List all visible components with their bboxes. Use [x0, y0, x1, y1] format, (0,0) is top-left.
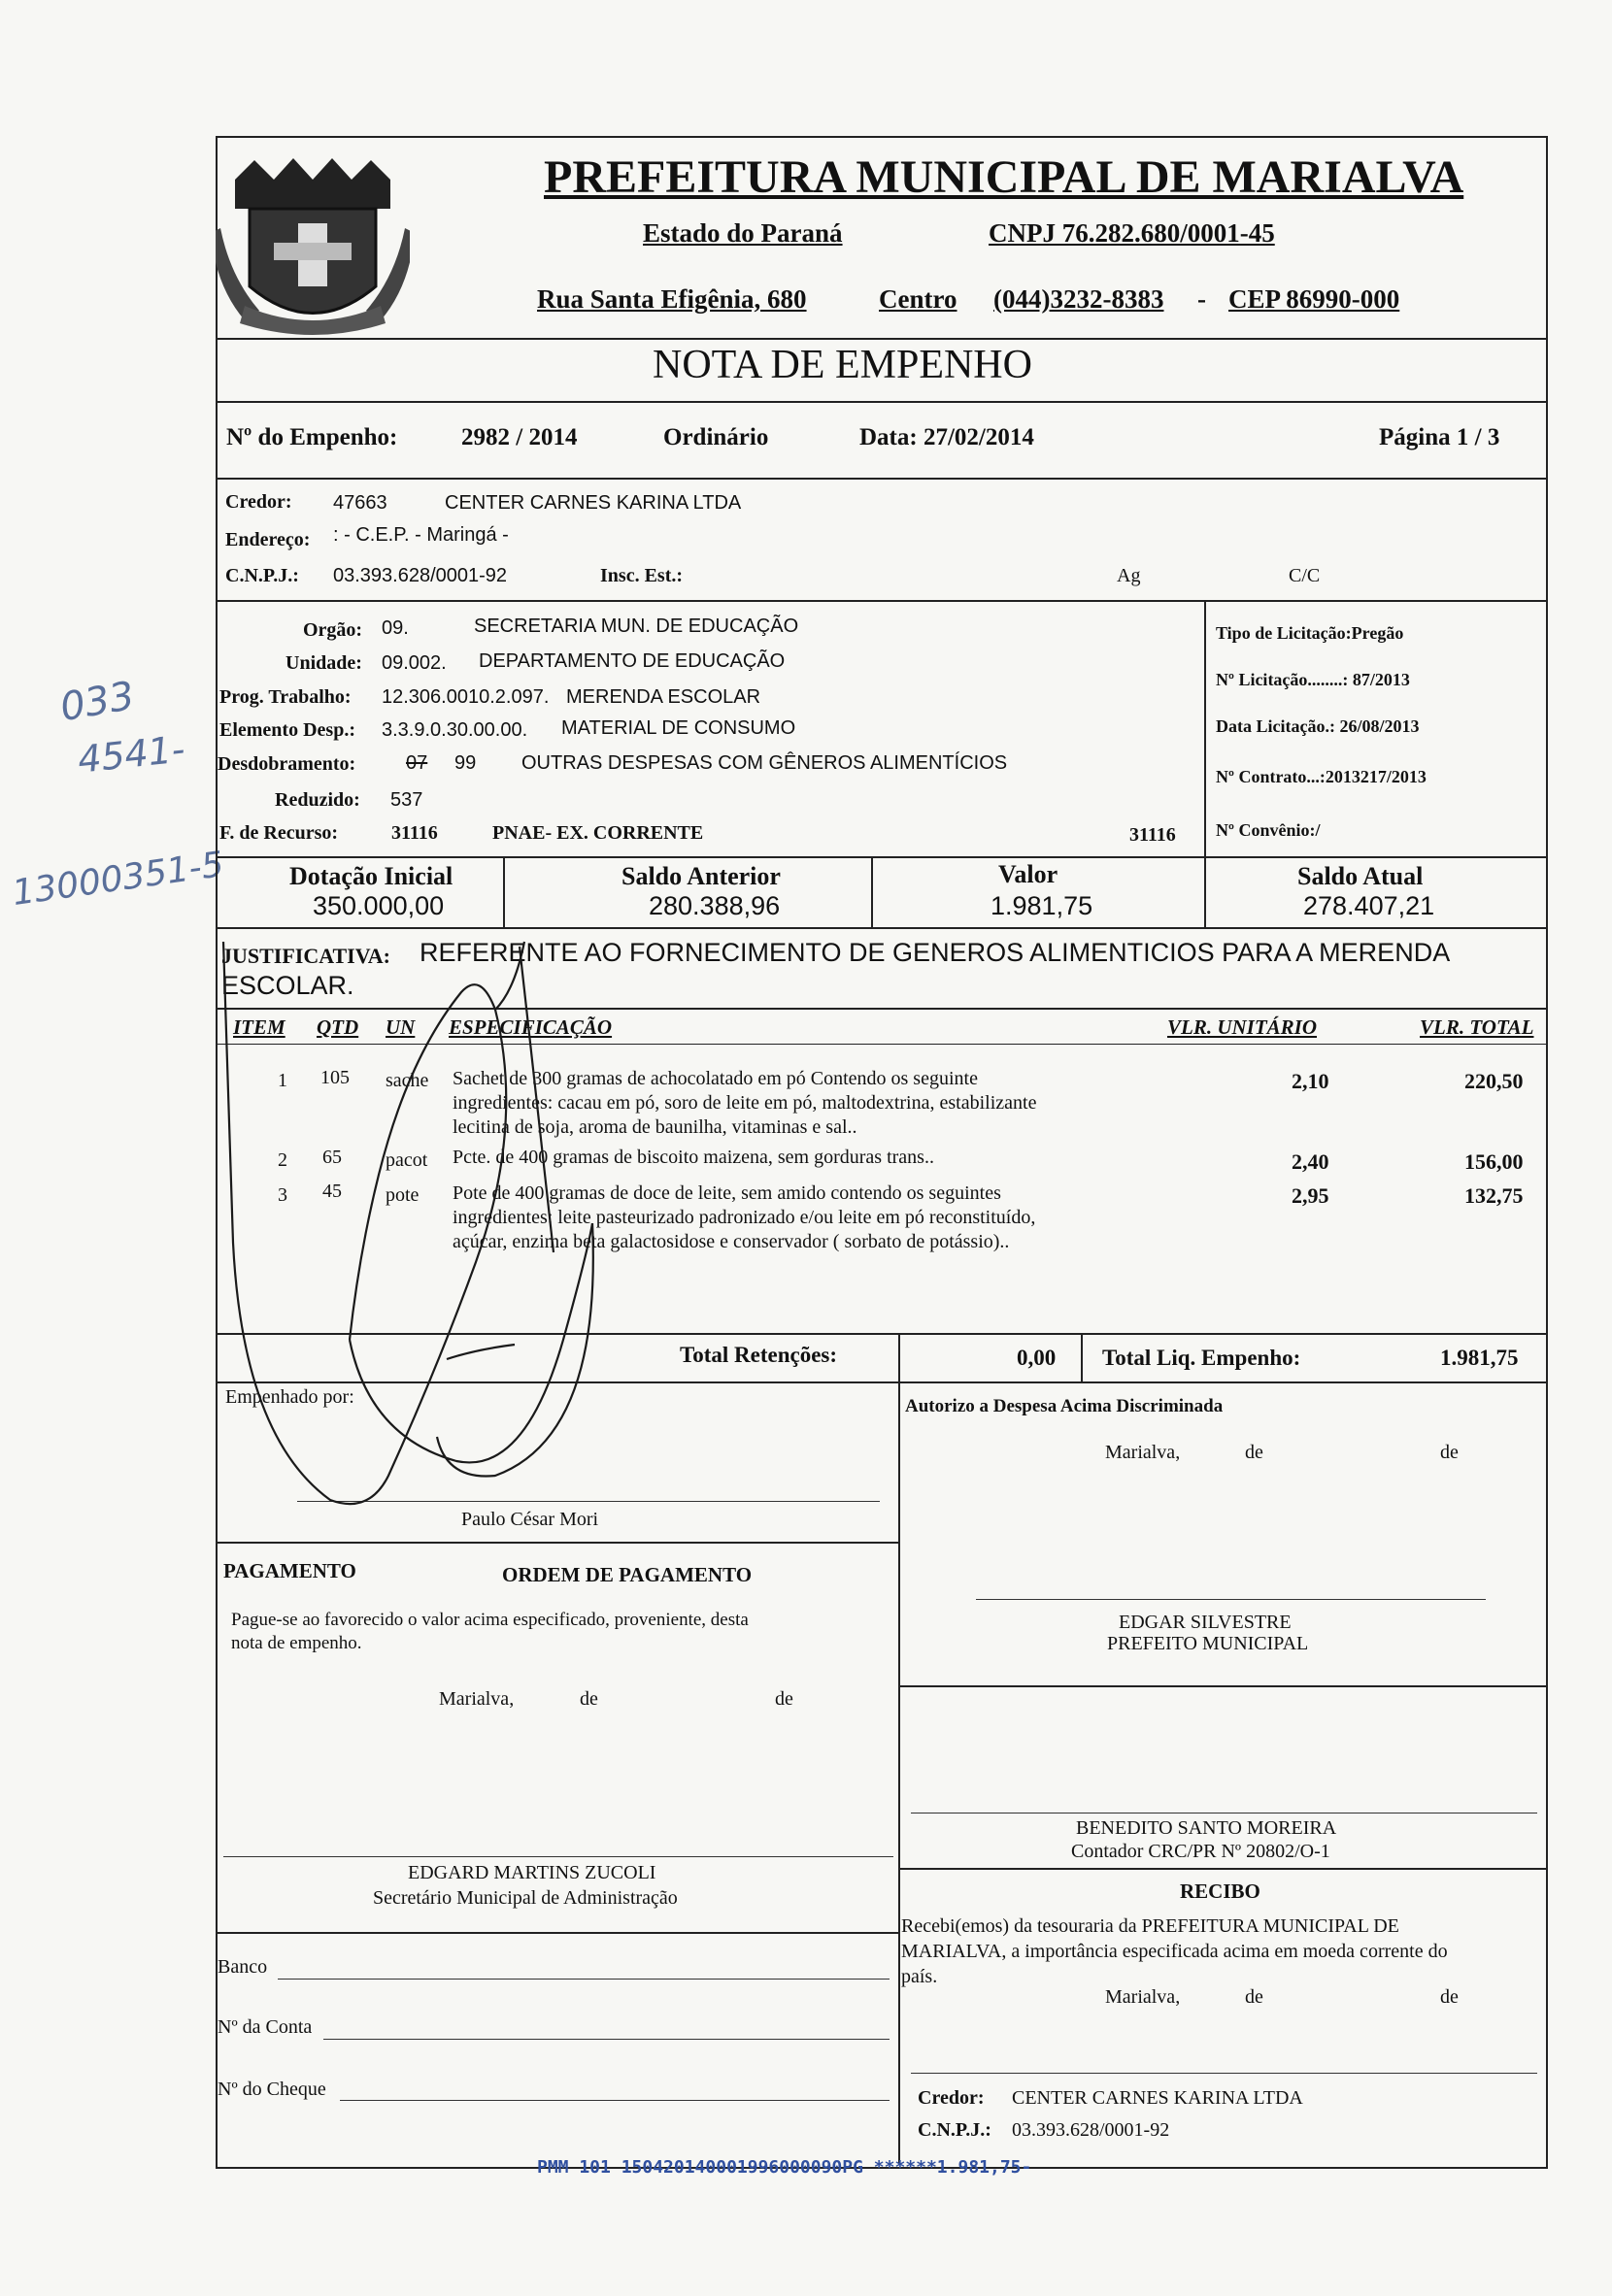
item-total: 132,75	[1464, 1183, 1524, 1208]
empenho-date: Data: 27/02/2014	[859, 424, 1034, 450]
cnpj-credor-label: C.N.P.J.:	[225, 565, 299, 586]
justificativa-line-2: ESCOLAR.	[221, 971, 354, 1000]
pagamento-de-2: de	[775, 1688, 793, 1710]
credor-name: CENTER CARNES KARINA LTDA	[445, 492, 742, 514]
empenhado-label: Empenhado por:	[225, 1386, 354, 1408]
pague-line-2: nota de empenho.	[231, 1633, 362, 1653]
footer-code: PMM 101 150420140001996000090PG ******1.981,75-	[537, 2157, 1032, 2178]
secretario-cargo: Secretário Municipal de Administração	[373, 1887, 678, 1909]
empenho-type: Ordinário	[663, 424, 769, 450]
recibo-de-2: de	[1440, 1986, 1459, 2008]
cnpj-credor-value: 03.393.628/0001-92	[333, 565, 508, 586]
saldo-anterior-value: 280.388,96	[649, 891, 781, 920]
prog-code: 12.306.0010.2.097.	[382, 686, 550, 708]
recibo-de-1: de	[1245, 1986, 1263, 2008]
ag-label: Ag	[1117, 565, 1141, 586]
orgao-code: 09.	[382, 617, 409, 639]
item-un: sache	[386, 1070, 429, 1091]
item-unit: 2,10	[1292, 1069, 1329, 1093]
reduzido-code: 537	[390, 789, 423, 811]
cnpj-prefeitura: CNPJ 76.282.680/0001-45	[989, 218, 1275, 248]
empenho-label: Nº do Empenho:	[226, 424, 398, 450]
col-vlr-total: VLR. TOTAL	[1420, 1015, 1534, 1039]
cc-label: C/C	[1289, 565, 1321, 586]
desd-name: OUTRAS DESPESAS COM GÊNEROS ALIMENTÍCIOS	[521, 752, 1008, 774]
recibo-line-1: Recebi(emos) da tesouraria da PREFEITURA MUNICIPAL DE	[901, 1915, 1399, 1937]
elem-label: Elemento Desp.:	[219, 719, 355, 741]
telefone-prefeitura: (044)3232-8383	[993, 284, 1164, 314]
item-number: 1	[278, 1070, 287, 1091]
col-item: ITEM	[233, 1015, 285, 1039]
bairro-prefeitura: Centro	[879, 284, 957, 314]
cep-prefeitura: CEP 86990-000	[1228, 284, 1400, 314]
col-un: UN	[386, 1015, 416, 1039]
prog-label: Prog. Trabalho:	[219, 686, 352, 708]
prefeito-nome: EDGAR SILVESTRE	[1119, 1612, 1292, 1633]
item-total: 220,50	[1464, 1069, 1524, 1093]
banco-label: Banco	[218, 1956, 268, 1978]
separador: -	[1197, 284, 1206, 314]
autorizo-de-2: de	[1440, 1442, 1459, 1463]
conta-label: Nº da Conta	[218, 2016, 313, 2038]
item-total: 156,00	[1464, 1149, 1524, 1174]
total-retencoes-value: 0,00	[1017, 1346, 1057, 1370]
item-qtd: 45	[322, 1181, 342, 1202]
tipo-licitacao: Tipo de Licitação:Pregão	[1216, 623, 1404, 643]
cheque-label: Nº do Cheque	[218, 2079, 326, 2100]
empenho-number: 2982 / 2014	[461, 424, 578, 450]
justificativa-label: JUSTIFICATIVA:	[221, 944, 391, 968]
handwritten-note-2: 4541-	[76, 727, 187, 782]
item-desc-3: açúcar, enzima beta galactosidose e conservador ( sorbato de potássio)..	[453, 1231, 1010, 1252]
item-desc-1: Pote de 400 gramas de doce de leite, sem amido contendo os seguintes	[453, 1182, 1001, 1204]
item-number: 2	[278, 1149, 287, 1171]
recibo-cnpj-value: 03.393.628/0001-92	[1012, 2119, 1170, 2141]
pague-line-1: Pague-se ao favorecido o valor acima especificado, proveniente, desta	[231, 1610, 749, 1630]
col-vlr-unitario: VLR. UNITÁRIO	[1167, 1015, 1318, 1039]
handwritten-initials-icon	[204, 932, 660, 1514]
total-liq-value: 1.981,75	[1440, 1346, 1519, 1370]
unidade-label: Unidade:	[285, 652, 362, 674]
recibo-line-3: país.	[901, 1966, 938, 1987]
secretario-nome: EDGARD MARTINS ZUCOLI	[408, 1862, 656, 1883]
unidade-code: 09.002.	[382, 652, 447, 674]
item-desc-2: ingredientes: cacau em pó, soro de leite em pó, maltodextrina, estabilizante	[453, 1092, 1037, 1114]
item-unit: 2,40	[1292, 1149, 1329, 1174]
brasao-marialva-icon	[216, 141, 410, 335]
elem-code: 3.3.9.0.30.00.00.	[382, 719, 528, 741]
col-especificacao: ESPECIFICAÇÃO	[449, 1015, 613, 1039]
recurso-name: PNAE- EX. CORRENTE	[492, 822, 704, 844]
handwritten-note-1: 033	[56, 673, 138, 731]
valor-label: Valor	[998, 860, 1058, 888]
autorizo-marialva: Marialva,	[1105, 1442, 1181, 1463]
prog-name: MERENDA ESCOLAR	[566, 686, 761, 708]
recibo-credor-nome: CENTER CARNES KARINA LTDA	[1012, 2087, 1303, 2109]
total-liq-label: Total Liq. Empenho:	[1102, 1346, 1301, 1370]
item-desc-3: lecitina de soja, aroma de baunilha, vitaminas e sal..	[453, 1116, 857, 1138]
desd-sub: 99	[454, 752, 477, 774]
justificativa-line-1: REFERENTE AO FORNECIMENTO DE GENEROS ALIMENTICIOS PARA A MERENDA	[420, 938, 1451, 967]
item-qtd: 105	[320, 1067, 350, 1088]
desd-code: 07	[406, 752, 428, 774]
item-desc-1: Sachet de 300 gramas de achocolatado em pó Contendo os seguinte	[453, 1068, 978, 1089]
recibo-credor-label: Credor:	[918, 2087, 985, 2109]
desd-label: Desdobramento:	[218, 753, 356, 775]
orgao-label: Orgão:	[303, 619, 363, 641]
contador-nome: BENEDITO SANTO MOREIRA	[1076, 1817, 1337, 1839]
saldo-anterior-label: Saldo Anterior	[621, 862, 781, 890]
numero-convenio: Nº Convênio:/	[1216, 820, 1321, 840]
numero-contrato: Nº Contrato...:2013217/2013	[1216, 767, 1427, 786]
prefeitura-title: PREFEITURA MUNICIPAL DE MARIALVA	[544, 151, 1464, 203]
item-unit: 2,95	[1292, 1183, 1329, 1208]
prefeito-cargo: PREFEITO MUNICIPAL	[1107, 1633, 1309, 1654]
recurso-code-2: 31116	[1129, 824, 1176, 846]
item-qtd: 65	[322, 1147, 342, 1168]
autorizo-de-1: de	[1245, 1442, 1263, 1463]
unidade-name: DEPARTAMENTO DE EDUCAÇÃO	[479, 650, 786, 672]
saldo-atual-label: Saldo Atual	[1297, 862, 1424, 890]
pagamento-de-1: de	[580, 1688, 598, 1710]
nota-empenho-title: NOTA DE EMPENHO	[653, 343, 1032, 387]
data-licitacao: Data Licitação.: 26/08/2013	[1216, 716, 1420, 736]
insc-est-label: Insc. Est.:	[600, 565, 684, 586]
recibo-cnpj-label: C.N.P.J.:	[918, 2119, 991, 2141]
recurso-code: 31116	[391, 822, 438, 844]
total-retencoes-label: Total Retenções:	[680, 1343, 838, 1367]
dotacao-label: Dotação Inicial	[289, 862, 453, 890]
endereco-label: Endereço:	[225, 529, 311, 550]
item-un: pote	[386, 1184, 420, 1206]
numero-licitacao: Nº Licitação........: 87/2013	[1216, 670, 1410, 689]
handwritten-note-3: 13000351-5	[10, 844, 226, 915]
elem-name: MATERIAL DE CONSUMO	[561, 717, 796, 739]
item-desc-1: Pcte. de 400 gramas de biscoito maizena, sem gorduras trans..	[453, 1147, 934, 1168]
item-desc-2: ingredientes: leite pasteurizado padronizado e/ou leite em pó reconstituído,	[453, 1207, 1036, 1228]
recibo-line-2: MARIALVA, a importância especificada acima em moeda corrente do	[901, 1941, 1448, 1962]
credor-label: Credor:	[225, 491, 292, 513]
reduzido-label: Reduzido:	[275, 789, 360, 811]
autorizo-text: Autorizo a Despesa Acima Discriminada	[905, 1396, 1224, 1416]
page-number: Página 1 / 3	[1379, 424, 1500, 450]
orgao-name: SECRETARIA MUN. DE EDUCAÇÃO	[474, 616, 799, 637]
endereco-prefeitura: Rua Santa Efigênia, 680	[537, 284, 807, 314]
contador-cargo: Contador CRC/PR Nº 20802/O-1	[1071, 1841, 1330, 1862]
credor-code: 47663	[333, 492, 387, 514]
item-number: 3	[278, 1184, 287, 1206]
recurso-label: F. de Recurso:	[219, 822, 339, 844]
empenhado-nome: Paulo César Mori	[461, 1509, 599, 1530]
endereco-value: : - C.E.P. - Maringá -	[333, 524, 509, 546]
ordem-pagamento-title: ORDEM DE PAGAMENTO	[502, 1563, 753, 1586]
saldo-atual-value: 278.407,21	[1303, 891, 1435, 920]
pagamento-marialva: Marialva,	[439, 1688, 515, 1710]
valor-value: 1.981,75	[991, 891, 1093, 920]
estado-text: Estado do Paraná	[643, 218, 843, 248]
dotacao-value: 350.000,00	[313, 891, 445, 920]
pagamento-title: PAGAMENTO	[223, 1559, 356, 1582]
recibo-marialva: Marialva,	[1105, 1986, 1181, 2008]
item-un: pacot	[386, 1149, 428, 1171]
recibo-title: RECIBO	[1180, 1880, 1260, 1903]
col-qtd: QTD	[317, 1015, 359, 1039]
